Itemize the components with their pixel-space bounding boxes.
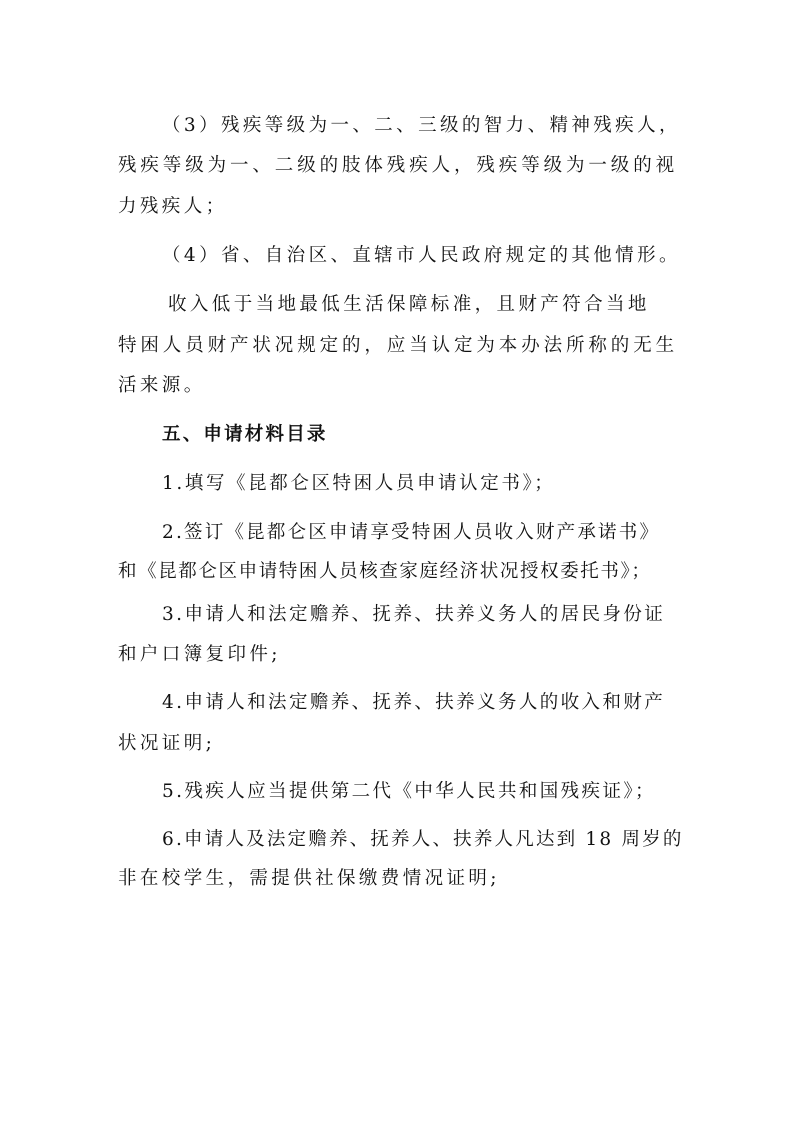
material-item-line: 和户口簿复印件; bbox=[118, 644, 281, 665]
section-heading: 五、申请材料目录 bbox=[162, 424, 328, 445]
material-item-line: 状况证明; bbox=[118, 733, 216, 754]
paragraph-line: 力残疾人； bbox=[118, 196, 228, 217]
material-item-line: 2.签订《昆都仑区申请享受特困人员收入财产承诺书》 bbox=[162, 522, 661, 543]
material-item-line: 6.申请人及法定赡养、抚养人、扶养人凡达到 18 周岁的 bbox=[162, 829, 684, 850]
material-item-line: 5.残疾人应当提供第二代《中华人民共和国残疾证》； bbox=[162, 781, 656, 802]
paragraph-line: 特困人员财产状况规定的，应当认定为本办法所称的无生 bbox=[118, 335, 679, 356]
paragraph-line: 残疾等级为一、二级的肢体残疾人，残疾等级为一级的视 bbox=[118, 155, 679, 176]
paragraph-line: （4）省、自治区、直辖市人民政府规定的其他情形。 bbox=[162, 245, 681, 266]
material-item-line: 3.申请人和法定赡养、抚养、扶养义务人的居民身份证 bbox=[162, 604, 666, 625]
material-item-line: 4.申请人和法定赡养、抚养、扶养义务人的收入和财产 bbox=[162, 692, 666, 713]
material-item-line: 1.填写《昆都仑区特困人员申请认定书》； bbox=[162, 473, 556, 494]
paragraph-line: （3）残疾等级为一、二、三级的智力、精神残疾人， bbox=[162, 115, 681, 136]
material-item-line: 和《昆都仑区申请特困人员核查家庭经济状况授权委托书》； bbox=[118, 561, 652, 582]
material-item-line: 非在校学生，需提供社保缴费情况证明; bbox=[118, 868, 500, 889]
paragraph-line: 收入低于当地最低生活保障标准，且财产符合当地 bbox=[168, 294, 650, 315]
paragraph-line: 活来源。 bbox=[118, 375, 206, 396]
